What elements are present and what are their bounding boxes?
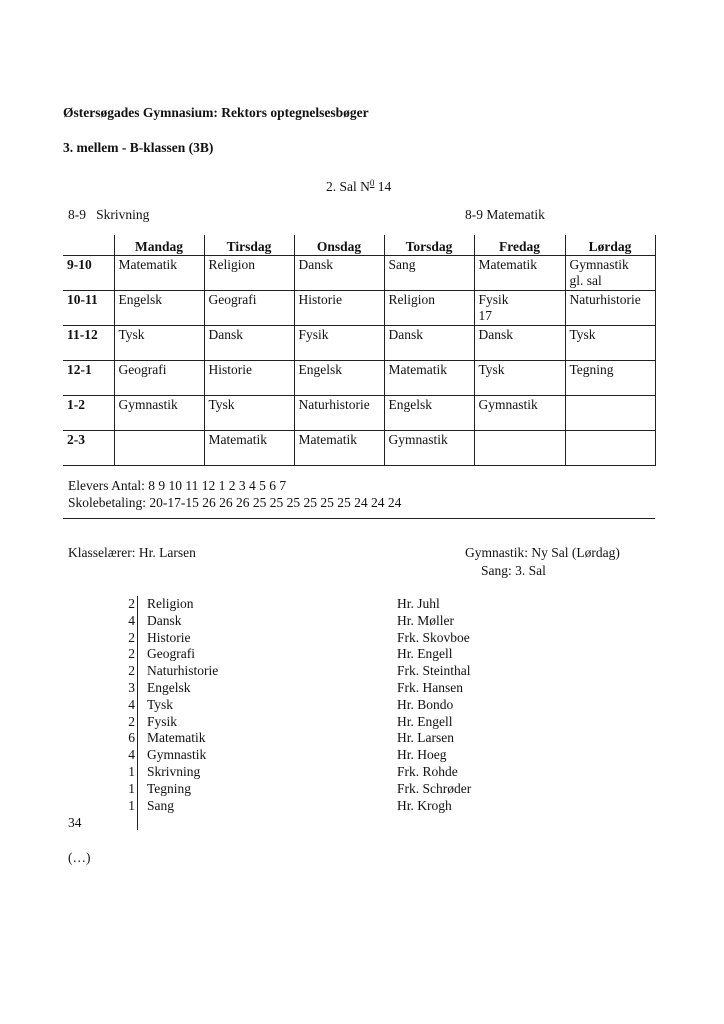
subject-name: Tegning: [147, 780, 192, 796]
schedule-cell: Dansk: [294, 256, 384, 291]
time-slot: 2-3: [63, 431, 114, 466]
cell-text: Gymnastik: [569, 257, 629, 272]
schedule-cell: Gymnastik: [114, 396, 204, 431]
hours-count: 6: [128, 730, 135, 746]
schedule-cell: Tegning: [565, 361, 655, 396]
list-item: [115, 646, 597, 663]
subject-name: Religion: [147, 596, 194, 611]
room-numero-sup: 0: [369, 178, 375, 188]
schedule-cell: [114, 431, 204, 466]
student-count-line: Elevers Antal: 8 9 10 11 12 1 2 3 4 5 6 7: [68, 478, 287, 493]
list-item: [115, 781, 597, 798]
teacher-name: Frk. Hansen: [397, 679, 463, 695]
schedule-cell: Historie: [204, 361, 294, 396]
day-header: Fredag: [474, 235, 565, 256]
hours-count: 2: [128, 596, 135, 611]
teacher-name: Frk. Rohde: [397, 763, 458, 779]
document-title: Østersøgades Gymnasium: Rektors optegnelsesbøger: [63, 105, 369, 120]
schedule-cell: [565, 396, 655, 431]
schedule-row: [63, 361, 655, 396]
class-teacher: Klasselærer: Hr. Larsen: [68, 545, 196, 560]
room-label: [326, 175, 391, 195]
room-prefix: 2. Sal N: [326, 179, 370, 194]
hours-count: 4: [128, 612, 135, 628]
class-name: 3. mellem - B-klassen (3B): [63, 140, 214, 155]
subject-name: Gymnastik: [147, 747, 207, 763]
schedule-cell: Engelsk: [114, 291, 204, 326]
list-item: [115, 714, 597, 731]
subject-name: Engelsk: [147, 679, 191, 695]
teacher-name: Hr. Engell: [397, 646, 453, 662]
hours-count: 2: [128, 629, 135, 645]
schedule-header-row: [63, 235, 655, 256]
room-number: 14: [377, 179, 392, 194]
pre-note-right: 8-9 Matematik: [465, 207, 545, 222]
subject-teacher-list: [115, 596, 597, 814]
schedule-cell: Historie: [294, 291, 384, 326]
schedule-row: [63, 326, 655, 361]
day-header: Torsdag: [384, 235, 474, 256]
teacher-name: Hr. Juhl: [397, 596, 440, 611]
subject-name: Tysk: [147, 696, 174, 712]
hours-count: 1: [128, 763, 135, 779]
subject-name: Skrivning: [147, 763, 201, 779]
list-item: [115, 596, 597, 613]
schedule-row: [63, 291, 655, 326]
schedule-cell: Matematik: [294, 431, 384, 466]
schedule-cell: Geografi: [114, 361, 204, 396]
time-slot: 1-2: [63, 396, 114, 431]
day-header: Lørdag: [565, 235, 655, 256]
hours-count: 1: [128, 797, 135, 813]
time-slot: 12-1: [63, 361, 114, 396]
teacher-name: Hr. Møller: [397, 612, 454, 628]
continuation-ellipsis: (…): [68, 850, 91, 865]
schedule-cell: Gymnastik: [384, 431, 474, 466]
schedule-cell: Dansk: [474, 326, 565, 361]
hours-count: 2: [128, 663, 135, 679]
time-header: [63, 235, 114, 256]
schedule-row: [63, 256, 655, 291]
cell-text: Fysik: [478, 292, 509, 307]
schedule-cell: Engelsk: [294, 361, 384, 396]
subject-name: Matematik: [147, 730, 206, 746]
schedule-cell: Dansk: [384, 326, 474, 361]
teacher-name: Hr. Larsen: [397, 730, 454, 746]
day-header: Mandag: [114, 235, 204, 256]
hours-count: 3: [128, 679, 135, 695]
schedule-cell: Tysk: [114, 326, 204, 361]
section-divider: [63, 518, 655, 519]
subject-name: Sang: [147, 797, 174, 813]
teacher-name: Frk. Steinthal: [397, 663, 471, 679]
day-header: Onsdag: [294, 235, 384, 256]
time-slot: 10-11: [63, 291, 114, 326]
subject-name: Geografi: [147, 646, 195, 662]
gymnastics-room: Gymnastik: Ny Sal (Lørdag): [465, 545, 620, 560]
list-item: [115, 613, 597, 630]
schedule-cell: Religion: [204, 256, 294, 291]
time-slot: 9-10: [63, 256, 114, 291]
list-item: [115, 680, 597, 697]
cell-note: gl. sal: [569, 273, 602, 288]
schedule-cell: Matematik: [204, 431, 294, 466]
subject-name: Dansk: [147, 612, 182, 628]
list-item: [115, 764, 597, 781]
schedule-cell: Religion: [384, 291, 474, 326]
hours-count: 4: [128, 696, 135, 712]
hours-count: 2: [128, 646, 135, 662]
cell-note: 17: [478, 308, 492, 323]
day-header: Tirsdag: [204, 235, 294, 256]
teacher-name: Hr. Engell: [397, 713, 453, 729]
total-hours: 34: [68, 815, 82, 830]
teacher-name: Frk. Skovboe: [397, 629, 470, 645]
time-slot: 11-12: [63, 326, 114, 361]
teacher-name: Hr. Hoeg: [397, 747, 447, 763]
schedule-cell: [565, 256, 655, 291]
subject-name: Fysik: [147, 713, 178, 729]
pre-note-left: 8-9 Skrivning: [68, 207, 150, 222]
schedule-cell: Matematik: [114, 256, 204, 291]
weekly-schedule-table: [63, 235, 656, 466]
list-item: [115, 697, 597, 714]
list-item: [115, 630, 597, 647]
schedule-cell: [474, 291, 565, 326]
teacher-name: Frk. Schrøder: [397, 780, 472, 796]
teacher-name: Hr. Krogh: [397, 797, 452, 813]
schedule-cell: Dansk: [204, 326, 294, 361]
hours-count: 2: [128, 713, 135, 729]
schedule-cell: Matematik: [384, 361, 474, 396]
singing-room: Sang: 3. Sal: [481, 563, 546, 578]
school-fee-line: Skolebetaling: 20-17-15 26 26 26 25 25 25 25 25 25 24 24 24: [68, 495, 402, 510]
schedule-cell: Fysik: [294, 326, 384, 361]
list-item: [115, 798, 597, 815]
schedule-cell: Tysk: [474, 361, 565, 396]
hours-count: 4: [128, 747, 135, 763]
hours-count: 1: [128, 780, 135, 796]
subject-name: Historie: [147, 629, 191, 645]
schedule-cell: Geografi: [204, 291, 294, 326]
schedule-cell: [565, 431, 655, 466]
schedule-row: [63, 431, 655, 466]
list-item: [115, 747, 597, 764]
list-item: [115, 663, 597, 680]
schedule-cell: Matematik: [474, 256, 565, 291]
schedule-cell: Sang: [384, 256, 474, 291]
schedule-cell: Tysk: [565, 326, 655, 361]
teacher-name: Hr. Bondo: [397, 696, 454, 712]
schedule-cell: Engelsk: [384, 396, 474, 431]
list-item: [115, 730, 597, 747]
schedule-cell: Tysk: [204, 396, 294, 431]
schedule-cell: Naturhistorie: [565, 291, 655, 326]
schedule-cell: Naturhistorie: [294, 396, 384, 431]
schedule-row: [63, 396, 655, 431]
schedule-cell: [474, 431, 565, 466]
schedule-cell: Gymnastik: [474, 396, 565, 431]
subject-name: Naturhistorie: [147, 663, 219, 679]
